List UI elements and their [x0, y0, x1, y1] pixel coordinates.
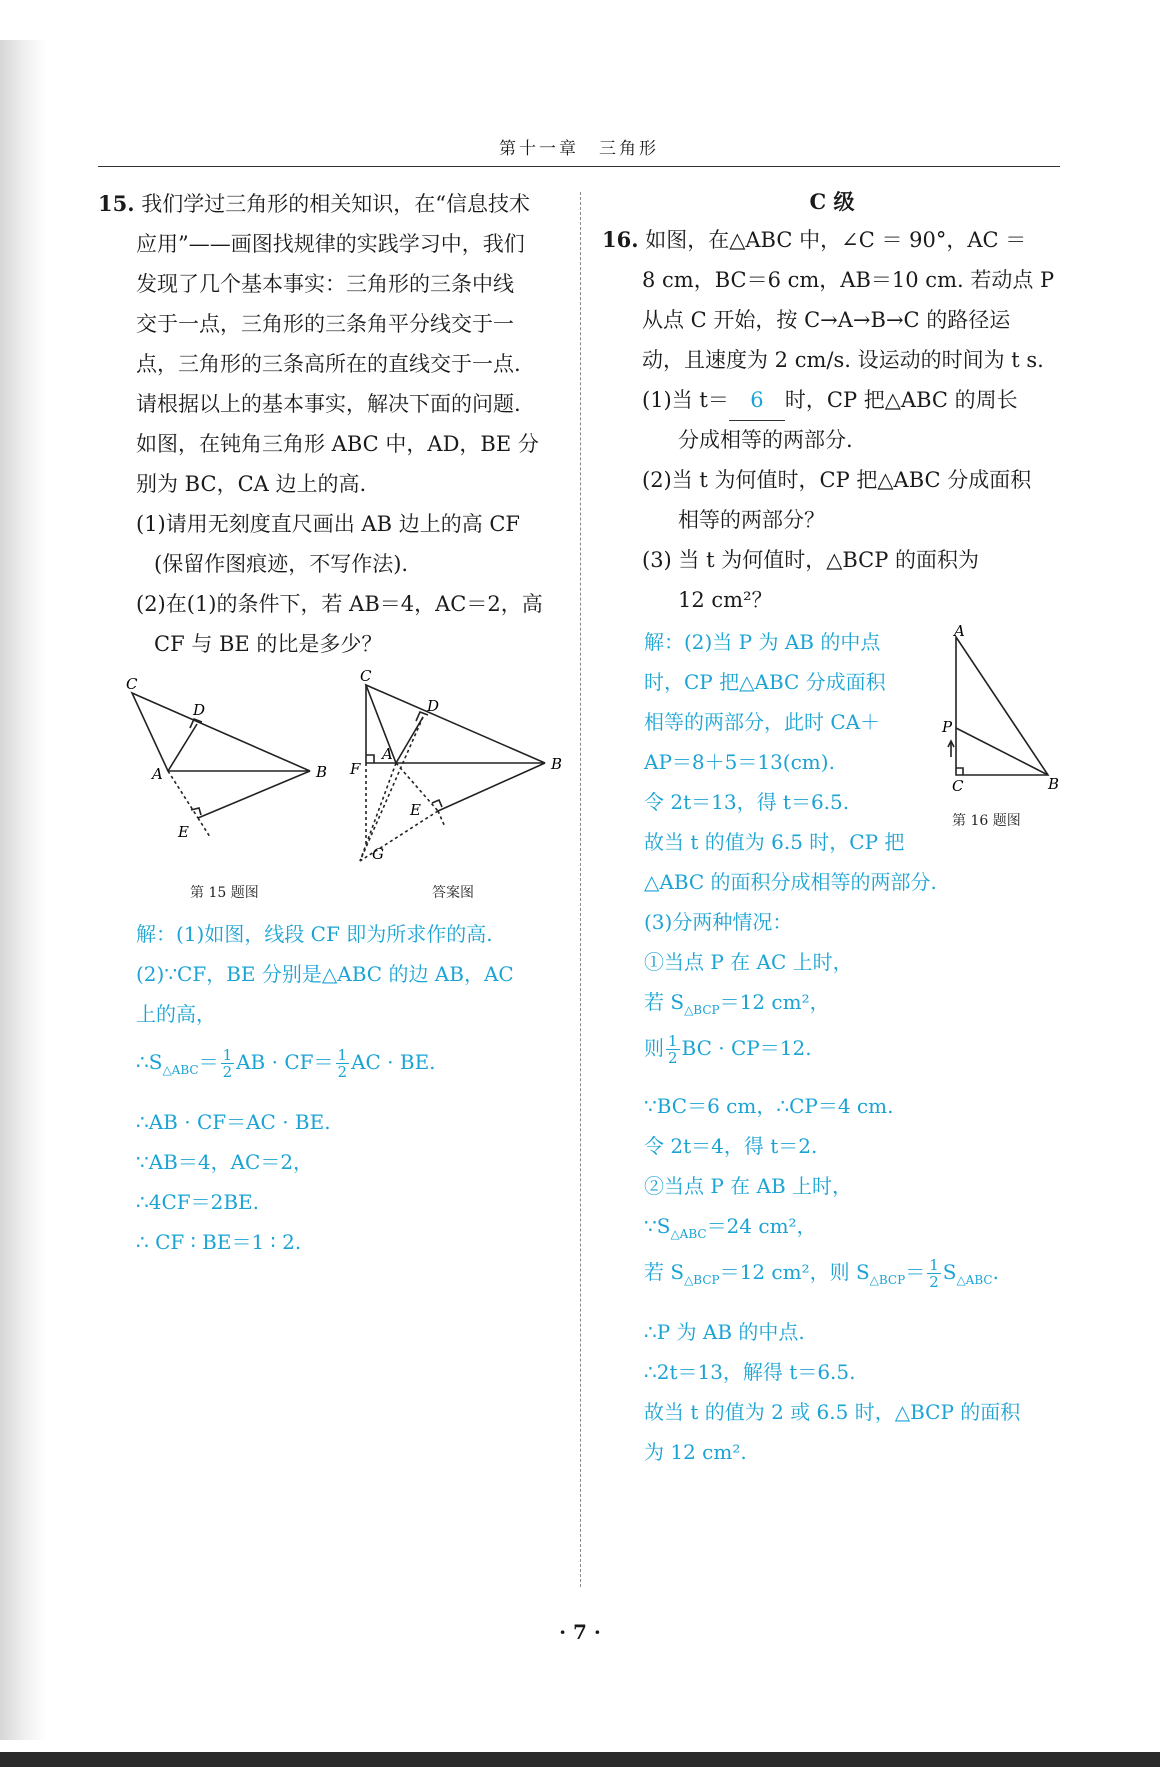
q15-answer-caption: 答案图: [432, 885, 474, 901]
q16-sol-18: ∴2t＝13，解得 t＝6.5.: [644, 1360, 856, 1384]
q16-answer-blank: 6: [729, 380, 785, 421]
q16-sol-12: ∵BC＝6 cm，∴CP＝4 cm.: [644, 1094, 894, 1118]
q16-sol-20: 为 12 cm².: [644, 1440, 747, 1464]
q16-figure: [940, 622, 1070, 795]
q16-sol-1: 解：(2)当 P 为 AB 的中点: [644, 630, 881, 654]
q16-sol-8: (3)分两种情况：: [644, 910, 793, 934]
q16-sol-4: AP＝8＋5＝13(cm).: [644, 750, 835, 774]
q16-sol-5: 令 2t＝13，得 t＝6.5.: [644, 790, 850, 814]
q15-sol-2: (2)∵CF，BE 分别是△ABC 的边 AB，AC: [136, 962, 514, 986]
q16-sol-13: 令 2t＝4，得 t＝2.: [644, 1134, 818, 1158]
q15-part1-a: (1)请用无刻度直尺画出 AB 边上的高 CF: [136, 512, 521, 536]
question-16: [602, 184, 1062, 620]
q16-label-A: A: [954, 622, 965, 640]
q15-line-7: 如图，在钝角三角形 ABC 中，AD，BE 分: [136, 432, 539, 456]
page-number: · 7 ·: [559, 1620, 601, 1644]
q16-part2-b: 相等的两部分？: [678, 508, 825, 532]
column-divider: [580, 192, 581, 1587]
q16-sol-10: 若 $S_{\triangle BCP}=12$ cm²，: [644, 990, 830, 1017]
level-heading: C 级: [809, 189, 855, 214]
q15-part1-b: (保留作图痕迹，不写作法).: [154, 552, 409, 576]
q15-ans-label-E: E: [410, 801, 421, 819]
q15-ans-label-B: B: [551, 755, 563, 773]
q16-label-P: P: [942, 718, 953, 736]
q15-number: 15.: [98, 191, 135, 216]
q15-label-B: B: [316, 763, 328, 781]
q15-ans-label-F: F: [350, 760, 361, 778]
q15-line-8: 别为 BC，CA 边上的高.: [136, 472, 367, 496]
q15-figure: [120, 665, 563, 890]
chapter-header: 第十一章 三角形: [98, 134, 1060, 167]
q15-ans-label-A: A: [382, 745, 393, 763]
q15-sol-1: 解：(1)如图，线段 CF 即为所求作的高.: [136, 922, 493, 946]
q16-sol-17: ∴P 为 AB 的中点.: [644, 1320, 805, 1344]
q16-number: 16.: [602, 227, 639, 252]
q16-sol-6: 故当 t 的值为 6.5 时，CP 把: [644, 830, 905, 854]
q16-sol-15: $\because S_{\triangle ABC}=24$ cm²，: [644, 1214, 817, 1241]
q15-sol-6: ∵AB＝4，AC＝2，: [136, 1150, 314, 1174]
question-15: [98, 184, 560, 664]
q15-fig-caption: 第 15 题图: [190, 885, 259, 901]
q15-ans-label-G: G: [372, 845, 384, 863]
q15-line-5: 点，三角形的三条高所在的直线交于一点.: [136, 352, 521, 376]
q16-line-2: 8 cm，BC＝6 cm，AB＝10 cm. 若动点 P: [642, 268, 1055, 292]
q16-line-1: 16. 如图，在△ABC 中，∠C ＝ 90°，AC ＝: [602, 227, 1027, 252]
q15-label-E: E: [178, 823, 189, 841]
q15-line-6: 请根据以上的基本事实，解决下面的问题.: [136, 392, 521, 416]
q15-part2-b: CF 与 BE 的比是多少？: [154, 632, 383, 656]
q16-sol-9: ①当点 P 在 AC 上时，: [644, 950, 853, 974]
q15-line-2: 应用”——画图找规律的实践学习中，我们: [136, 232, 525, 256]
q15-sol-3: 上的高，: [136, 1002, 216, 1026]
q15-sol-5: ∴AB · CF＝AC · BE.: [136, 1110, 331, 1134]
q16-label-B: B: [1048, 775, 1060, 793]
q15-sol-4: $\therefore S_{\triangle ABC}=$ $\frac{1}{2}$ AB · CF＝ $\frac{1}{2}$ AC · BE.: [136, 1046, 436, 1081]
q16-sol-2: 时，CP 把△ABC 分成面积: [644, 670, 886, 694]
q16-part1-b: 分成相等的两部分.: [678, 428, 853, 452]
q16-fig-caption: 第 16 题图: [952, 813, 1021, 829]
q15-ans-label-D: D: [427, 697, 440, 715]
q15-part2-a: (2)在(1)的条件下，若 AB＝4，AC＝2，高: [136, 592, 543, 616]
q16-sol-14: ②当点 P 在 AB 上时，: [644, 1174, 853, 1198]
q15-figure-answer: [360, 685, 545, 861]
bottom-edge: [0, 1752, 1160, 1767]
q16-sol-7: △ABC 的面积分成相等的两部分.: [644, 870, 937, 894]
q16-sol-16: 若 $S_{\triangle BCP}=12$ cm²，则 $S_{\triangle BCP}=$ $\frac{1}{2}$ $S_{\triangle ABC}$.: [644, 1256, 999, 1291]
q15-line-1: 15. 我们学过三角形的相关知识，在“信息技术: [98, 191, 530, 216]
q16-sol-3: 相等的两部分，此时 CA＋: [644, 710, 881, 734]
q16-line-4: 动，且速度为 2 cm/s. 设运动的时间为 t s.: [642, 348, 1044, 372]
q16-sol-11: 则 $\frac{1}{2}$ BC · CP＝12.: [644, 1032, 812, 1067]
q15-ans-label-C: C: [360, 667, 372, 685]
q15-line-3: 发现了几个基本事实：三角形的三条中线: [136, 272, 514, 296]
q16-label-C: C: [952, 777, 964, 795]
q16-part3-a: (3) 当 t 为何值时，△BCP 的面积为: [642, 548, 980, 572]
q16-part1-a: (1)当 t＝ 6 时，CP 把△ABC 的周长: [602, 380, 1062, 420]
page-edge-shadow: [0, 40, 46, 1740]
q16-line-3: 从点 C 开始，按 C→A→B→C 的路径运: [642, 308, 1011, 332]
q15-label-C: C: [126, 675, 138, 693]
q15-line-4: 交于一点，三角形的三条角平分线交于一: [136, 312, 514, 336]
q15-label-D: D: [193, 701, 206, 719]
q16-part3-b: 12 cm²？: [678, 588, 773, 612]
q15-sol-7: ∴4CF＝2BE.: [136, 1190, 260, 1214]
q15-label-A: A: [152, 765, 163, 783]
q15-sol-8: ∴ CF ∶ BE＝1 ∶ 2.: [136, 1230, 302, 1254]
q16-sol-19: 故当 t 的值为 2 或 6.5 时，△BCP 的面积: [644, 1400, 1021, 1424]
q16-part2-a: (2)当 t 为何值时，CP 把△ABC 分成面积: [642, 468, 1032, 492]
